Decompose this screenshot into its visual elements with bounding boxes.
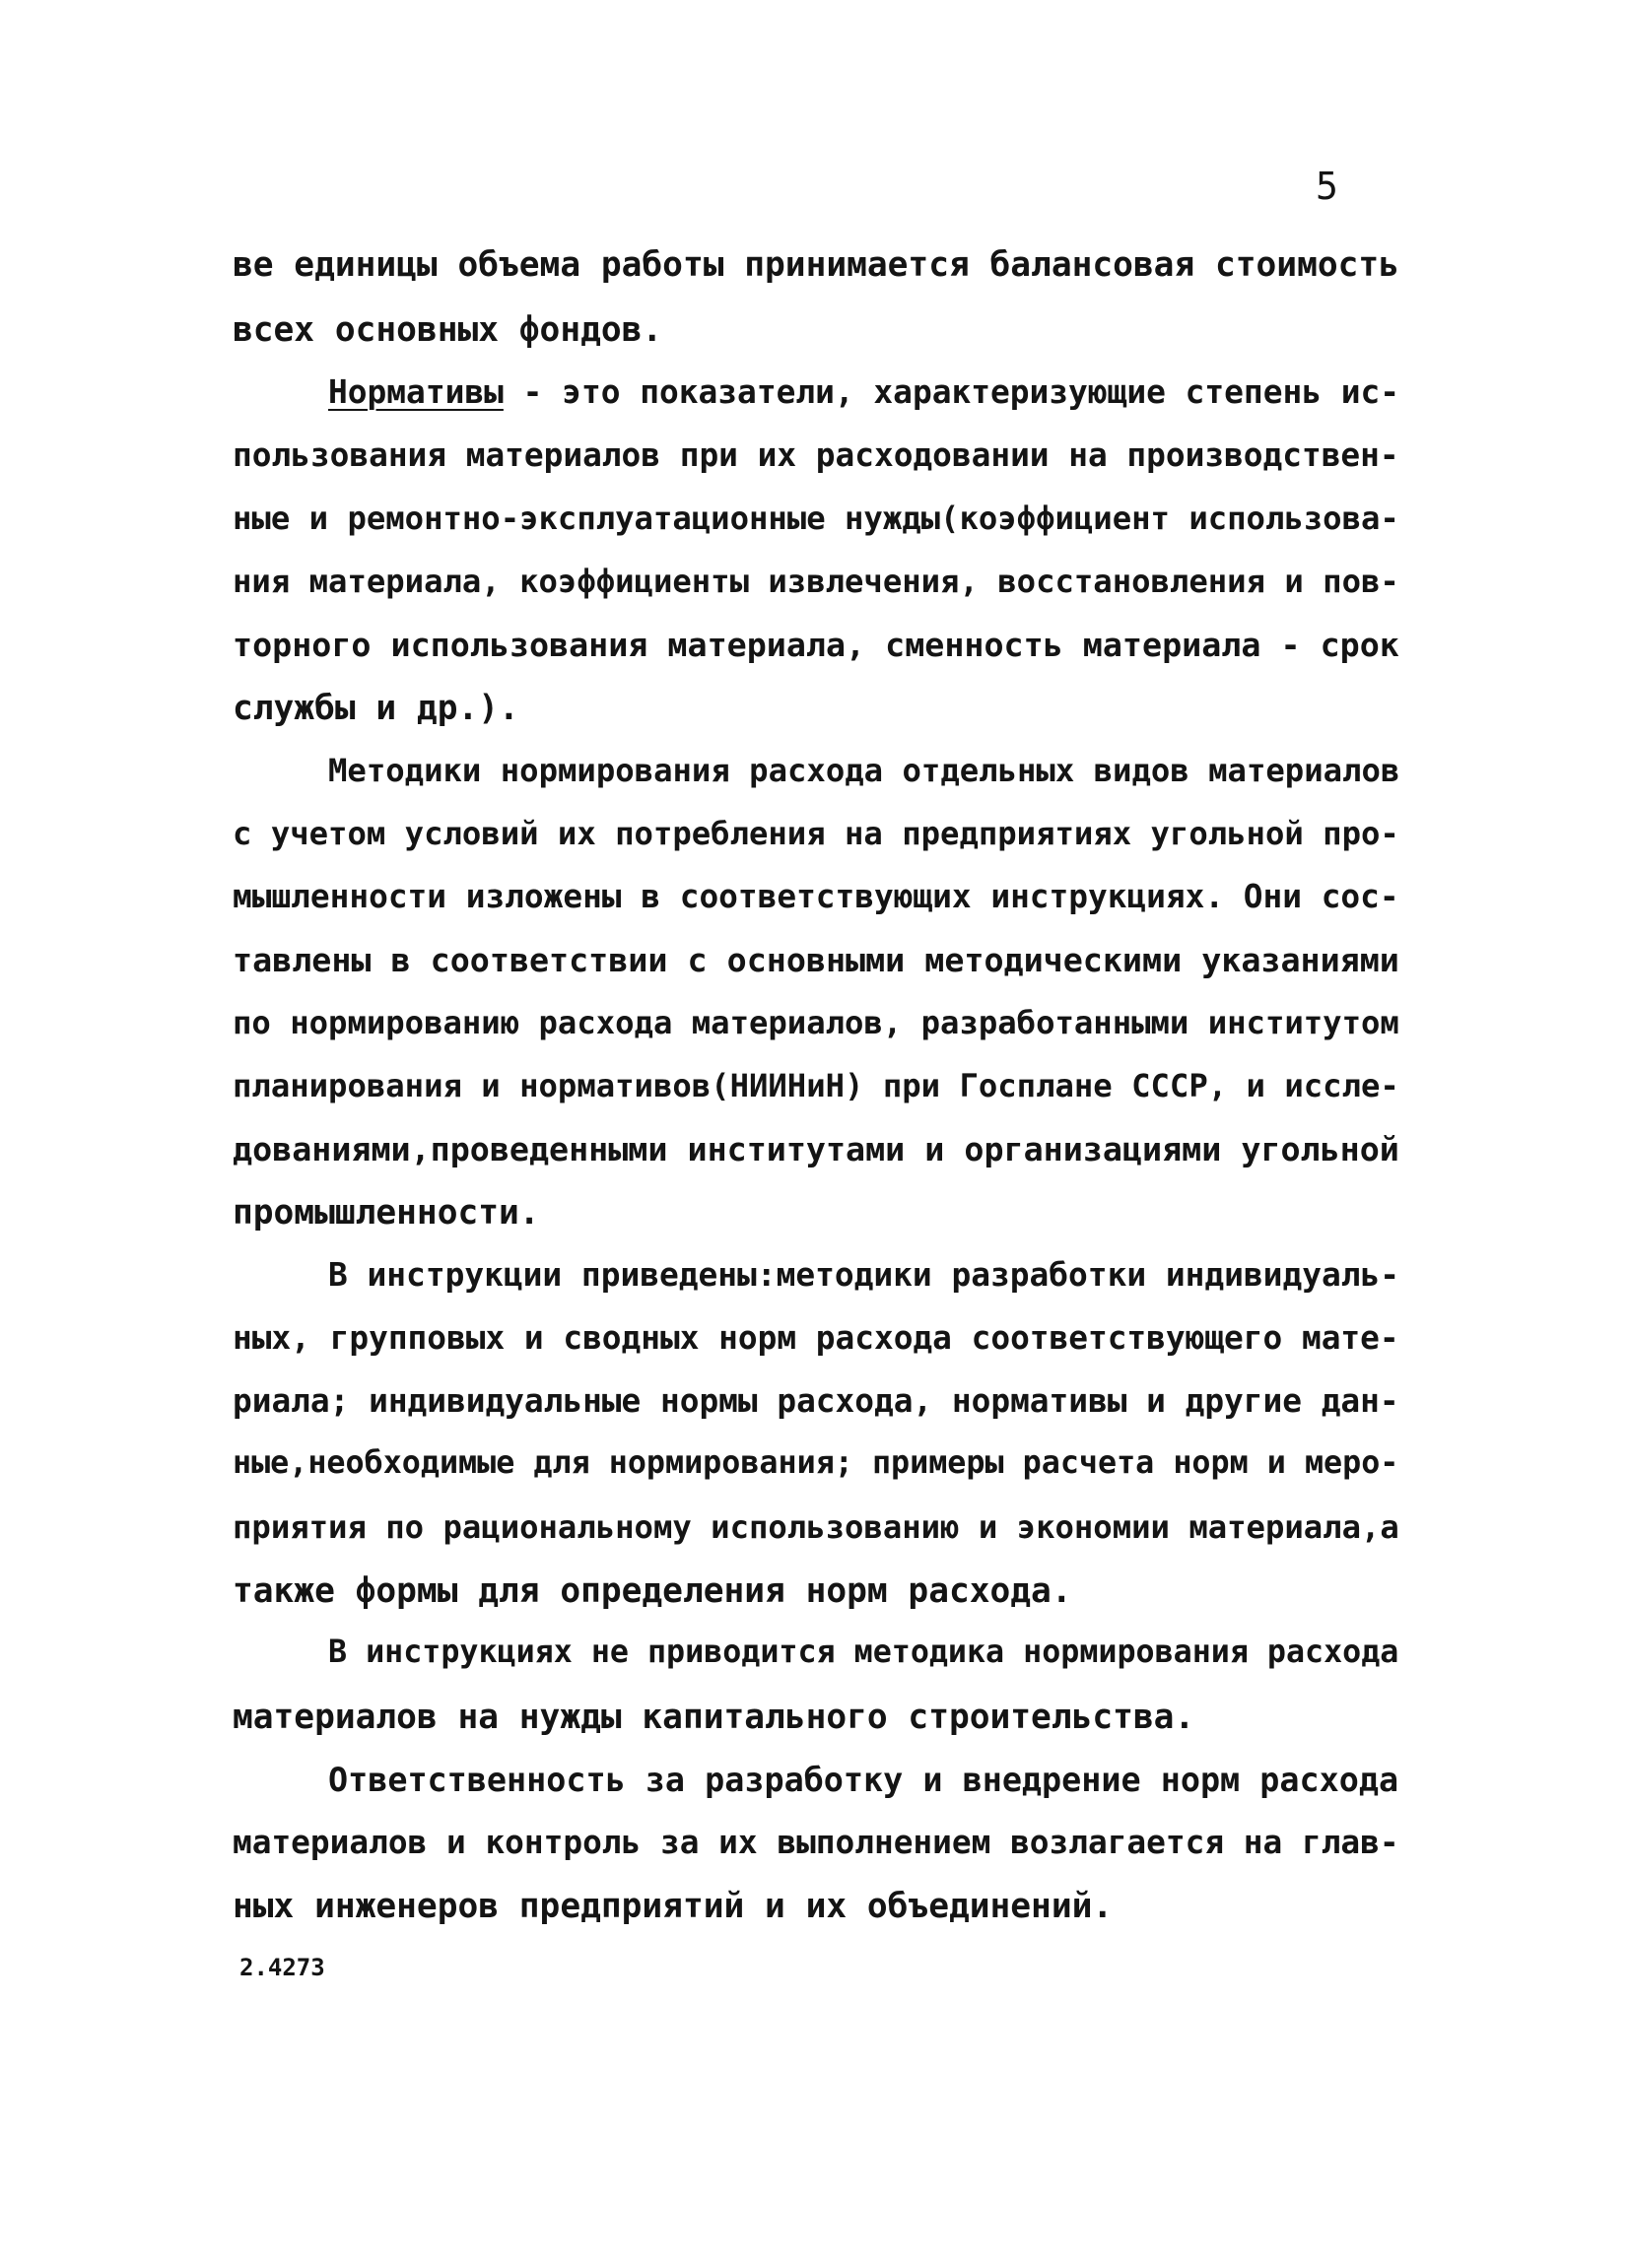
text-line: материалов на нужды капитального строительства. bbox=[233, 1698, 1195, 1737]
text-line: с учетом условий их потребления на предприятиях угольной про- bbox=[233, 815, 1399, 852]
term-normativy: Нормативы bbox=[328, 373, 504, 411]
text-line: В инструкции приведены:методики разработки индивидуаль- bbox=[328, 1256, 1400, 1294]
text-line: всех основных фондов. bbox=[233, 310, 663, 350]
text-line: В инструкциях не приводится методика нормирования расхода bbox=[328, 1634, 1399, 1670]
text-line: дованиями,проведенными институтами и организациями угольной bbox=[233, 1130, 1399, 1168]
text-line: по нормированию расхода материалов, разработанными институтом bbox=[233, 1004, 1399, 1041]
text-line: Методики нормирования расхода отдельных видов материалов bbox=[328, 752, 1400, 789]
text-line bbox=[328, 373, 1400, 416]
text-line: материалов и контроль за их выполнением возлагается на глав- bbox=[233, 1824, 1399, 1861]
text-line: ные и ремонтно-эксплуатационные нужды(коэффициент использова- bbox=[233, 500, 1399, 537]
definition-text: - это показатели, характеризующие степень ис- bbox=[503, 373, 1400, 411]
text-line: промышленности. bbox=[233, 1193, 540, 1233]
text-line: Ответственность за разработку и внедрение норм расхода bbox=[328, 1761, 1399, 1799]
text-line: ных, групповых и сводных норм расхода соответствующего мате- bbox=[233, 1319, 1399, 1357]
text-line: торного использования материала, сменность материала - срок bbox=[233, 626, 1399, 664]
text-line: планирования и нормативов(НИИНиН) при Госплане СССР, и иссле- bbox=[233, 1067, 1399, 1104]
text-line: приятия по рациональному использованию и экономии материала,а bbox=[233, 1508, 1399, 1546]
text-line: мышленности изложены в соответствующих инструкциях. Они сос- bbox=[233, 878, 1399, 915]
text-line: риала; индивидуальные нормы расхода, нормативы и другие дан- bbox=[233, 1382, 1399, 1420]
text-line: ные,необходимые для нормирования; примеры расчета норм и меро- bbox=[233, 1445, 1399, 1481]
text-line: пользования материалов при их расходовании на производствен- bbox=[233, 436, 1399, 474]
text-line: службы и др.). bbox=[233, 689, 519, 728]
text-line: ве единицы объема работы принимается балансовая стоимость bbox=[233, 245, 1399, 285]
text-line: также формы для определения норм расхода. bbox=[233, 1571, 1072, 1611]
document-code: 2.4273 bbox=[239, 1954, 325, 1981]
page-number: 5 bbox=[1316, 165, 1338, 208]
text-line: ния материала, коэффициенты извлечения, восстановления и пов- bbox=[233, 563, 1399, 600]
text-line: ных инженеров предприятий и их объединений. bbox=[233, 1887, 1114, 1926]
text-line: тавлены в соответствии с основными методическими указаниями bbox=[233, 941, 1399, 979]
